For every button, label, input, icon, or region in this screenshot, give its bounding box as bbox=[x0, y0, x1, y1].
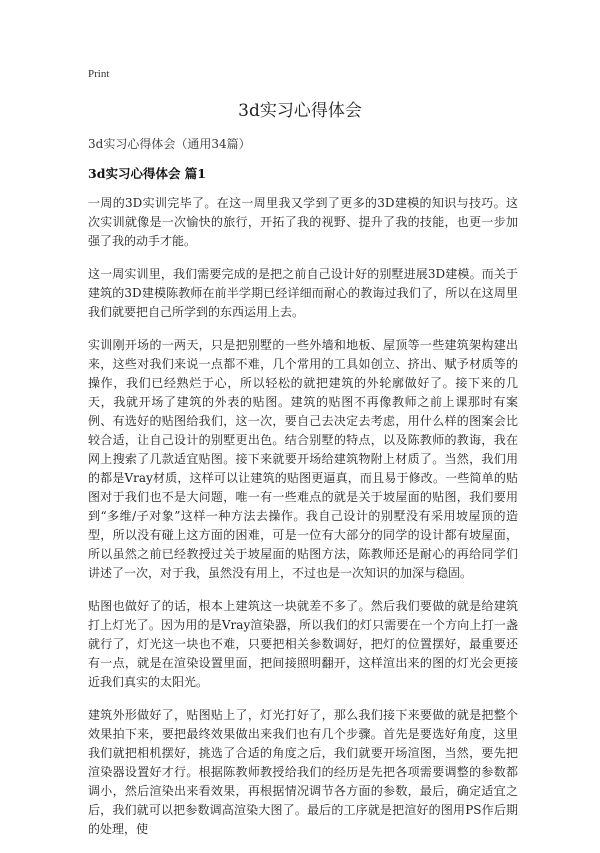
document-subtitle: 3d实习心得体会（通用34篇） bbox=[88, 137, 251, 151]
paragraph-1: 一周的3D实训完毕了。在这一周里我又学到了更多的3D建模的知识与技巧。这次实训就像是一次愉快的旅行，开拓了我的视野、提升了我的技能，也更一步加强了我的动手才能。 bbox=[88, 196, 518, 248]
section-heading: 3d实习心得体会 篇1 bbox=[88, 166, 206, 181]
document-body bbox=[88, 135, 518, 853]
print-link[interactable]: Print bbox=[88, 68, 110, 80]
paragraph-4: 贴图也做好了的话，根本上建筑这一块就差不多了。然后我们要做的就是给建筑打上灯光了。因为用的是Vray渲染器，所以我们的灯只需要在一个方向上打一盏就行了，灯光这一块也不难，只要把相关参数调好，把灯的位置摆好，最重要还有一点，就是在渲染设置里面，把间接照明翻开，这样渲出来的图的灯光会更接近我们真实的太阳光。 bbox=[88, 599, 518, 689]
document-title: 3d实习心得体会 bbox=[238, 101, 362, 121]
paragraph-2: 这一周实训里，我们需要完成的是把之前自己设计好的别墅进展3D建模。而关于建筑的3D建模陈教师在前半学期已经详细而耐心的教诲过我们了，所以在这周里我们就要把自己所学到的东西运用上去。 bbox=[88, 267, 518, 319]
paragraph-3: 实训刚开场的一两天，只是把别墅的一些外墙和地板、屋顶等一些建筑架构建出来，这些对我们来说一点都不难，几个常用的工具如创立、挤出、赋予材质等的操作，我们已经熟烂于心，所以轻松的就把建筑的外轮廓做好了。接下来的几天，我就开场了建筑的外表的贴图。建筑的贴图不再像教师之前上课那时有案例、有选好的贴图给我们，这一次，要自己去决定去考虑，用什么样的图案会比较合适，让自己设计的别墅更出色。结合别墅的特点，以及陈教师的教诲，我在网上搜索了几款适宜贴图。接下来就要开场给建筑物附上材质了。当然，我们用的都是Vray材质，这样可以让建筑的贴图更逼真，而且易于修改。一些简单的贴图对于我们也不是大问题，唯一有一些难点的就是关于坡屋面的贴图，我们要用到“多维/子对象”这样一种方法去操作。我自己设计的别墅没有采用坡屋顶的造型，所以没有碰上这方面的困难，可是一位有大部分的同学的设计都有坡屋面，所以虽然之前已经教授过关于坡屋面的贴图方法，陈教师还是耐心的再给同学们讲述了一次，对于我，虽然没有用上，不过也是一次知识的加深与稳固。 bbox=[88, 338, 518, 580]
paragraph-5: 建筑外形做好了，贴图贴上了，灯光打好了，那么我们接下来要做的就是把整个效果拍下来，要把最终效果做出来我们也有几个步骤。首先是要选好角度，这里我们就把相机摆好，挑选了合适的角度之后，我们就要开场渲图，当然，要先把渲染器设置好才行。根据陈教师教授给我们的经历是先把各项需要调整的参数都调小，然后渲染出来看效果，再根据情况调节各方面的参数，最后，确定适宜之后，我们就可以把参数调高渲染大图了。最后的工序就是把渲好的图用PS作后期的处理，使 bbox=[88, 708, 518, 836]
